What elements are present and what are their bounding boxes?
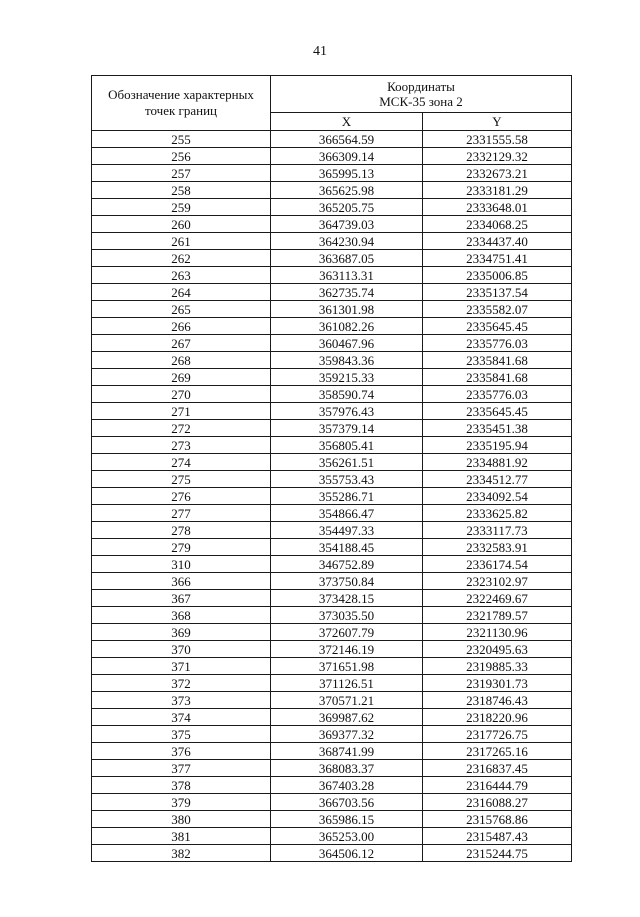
x-coordinate-cell: 368741.99 [271, 743, 423, 760]
point-number-cell: 367 [92, 590, 271, 607]
x-coordinate-cell: 366703.56 [271, 794, 423, 811]
table-row [92, 284, 572, 301]
y-coordinate-cell: 2332583.91 [423, 539, 572, 556]
x-coordinate-cell: 361301.98 [271, 301, 423, 318]
table-row [92, 165, 572, 182]
table-row [92, 301, 572, 318]
y-coordinate-cell: 2315768.86 [423, 811, 572, 828]
x-coordinate-cell: 355753.43 [271, 471, 423, 488]
point-number-cell: 373 [92, 692, 271, 709]
x-coordinate-cell: 366309.14 [271, 148, 423, 165]
y-coordinate-cell: 2335006.85 [423, 267, 572, 284]
table-row [92, 607, 572, 624]
y-coordinate-cell: 2335582.07 [423, 301, 572, 318]
coordinates-system: МСК-35 зона 2 [379, 94, 463, 110]
x-coordinate-cell: 354188.45 [271, 539, 423, 556]
coordinates-table [91, 75, 572, 862]
y-coordinate-cell: 2316444.79 [423, 777, 572, 794]
table-row [92, 522, 572, 539]
point-number-cell: 259 [92, 199, 271, 216]
table-row [92, 675, 572, 692]
point-number-cell: 372 [92, 675, 271, 692]
y-coordinate-cell: 2335137.54 [423, 284, 572, 301]
table-row [92, 488, 572, 505]
point-number-cell: 257 [92, 165, 271, 182]
coordinates-group-header [271, 76, 572, 113]
x-coordinate-cell: 365986.15 [271, 811, 423, 828]
x-coordinate-cell: 357379.14 [271, 420, 423, 437]
point-number-cell: 368 [92, 607, 271, 624]
table-row [92, 760, 572, 777]
point-number-cell: 260 [92, 216, 271, 233]
table-row [92, 199, 572, 216]
table-row [92, 471, 572, 488]
y-coordinate-cell: 2317265.16 [423, 743, 572, 760]
y-coordinate-cell: 2321130.96 [423, 624, 572, 641]
y-coordinate-cell: 2322469.67 [423, 590, 572, 607]
x-coordinate-cell: 354497.33 [271, 522, 423, 539]
table-row [92, 369, 572, 386]
point-number-cell: 267 [92, 335, 271, 352]
point-number-cell: 374 [92, 709, 271, 726]
y-coordinate-cell: 2333648.01 [423, 199, 572, 216]
point-number-cell: 256 [92, 148, 271, 165]
point-number-cell: 366 [92, 573, 271, 590]
point-number-cell: 369 [92, 624, 271, 641]
point-number-cell: 310 [92, 556, 271, 573]
y-coordinate-cell: 2323102.97 [423, 573, 572, 590]
point-number-cell: 274 [92, 454, 271, 471]
point-number-cell: 377 [92, 760, 271, 777]
x-coordinate-cell: 357976.43 [271, 403, 423, 420]
x-coordinate-cell: 368083.37 [271, 760, 423, 777]
y-coordinate-cell: 2334751.41 [423, 250, 572, 267]
x-coordinate-cell: 360467.96 [271, 335, 423, 352]
table-row [92, 845, 572, 862]
x-coordinate-cell: 371651.98 [271, 658, 423, 675]
x-coordinate-cell: 367403.28 [271, 777, 423, 794]
y-coordinate-cell: 2333117.73 [423, 522, 572, 539]
table-row [92, 403, 572, 420]
table-row [92, 318, 572, 335]
y-coordinate-cell: 2335645.45 [423, 318, 572, 335]
x-coordinate-cell: 365625.98 [271, 182, 423, 199]
y-coordinate-cell: 2333181.29 [423, 182, 572, 199]
table-row [92, 743, 572, 760]
y-coordinate-cell: 2315487.43 [423, 828, 572, 845]
table-row [92, 267, 572, 284]
point-number-cell: 378 [92, 777, 271, 794]
x-coordinate-cell: 358590.74 [271, 386, 423, 403]
table-row [92, 352, 572, 369]
y-coordinate-cell: 2334437.40 [423, 233, 572, 250]
table-row [92, 437, 572, 454]
x-coordinate-cell: 372607.79 [271, 624, 423, 641]
point-number-cell: 380 [92, 811, 271, 828]
point-number-cell: 371 [92, 658, 271, 675]
point-number-cell: 381 [92, 828, 271, 845]
y-coordinate-cell: 2334068.25 [423, 216, 572, 233]
x-coordinate-cell: 364230.94 [271, 233, 423, 250]
x-coordinate-cell: 366564.59 [271, 131, 423, 148]
table-row [92, 556, 572, 573]
table-row [92, 641, 572, 658]
point-number-cell: 278 [92, 522, 271, 539]
y-coordinate-cell: 2335645.45 [423, 403, 572, 420]
y-coordinate-cell: 2317726.75 [423, 726, 572, 743]
y-coordinate-cell: 2334512.77 [423, 471, 572, 488]
point-number-cell: 376 [92, 743, 271, 760]
table-row [92, 148, 572, 165]
x-coordinate-cell: 369377.32 [271, 726, 423, 743]
y-coordinate-cell: 2316837.45 [423, 760, 572, 777]
table-row [92, 658, 572, 675]
y-coordinate-cell: 2319301.73 [423, 675, 572, 692]
x-coordinate-cell: 370571.21 [271, 692, 423, 709]
point-number-cell: 279 [92, 539, 271, 556]
table-row [92, 777, 572, 794]
x-coordinate-cell: 369987.62 [271, 709, 423, 726]
x-coordinate-cell: 359843.36 [271, 352, 423, 369]
page-number: 41 [313, 44, 327, 59]
y-coordinate-cell: 2335451.38 [423, 420, 572, 437]
x-coordinate-cell: 346752.89 [271, 556, 423, 573]
y-coordinate-cell: 2335195.94 [423, 437, 572, 454]
y-coordinate-cell: 2336174.54 [423, 556, 572, 573]
x-coordinate-cell: 362735.74 [271, 284, 423, 301]
point-number-cell: 268 [92, 352, 271, 369]
x-coordinate-cell: 373035.50 [271, 607, 423, 624]
y-coordinate-cell: 2333625.82 [423, 505, 572, 522]
point-number-cell: 270 [92, 386, 271, 403]
table-row [92, 335, 572, 352]
coordinates-title: Координаты [387, 79, 455, 95]
table-row [92, 386, 572, 403]
x-coordinate-cell: 361082.26 [271, 318, 423, 335]
x-coordinate-cell: 355286.71 [271, 488, 423, 505]
x-coordinate-cell: 354866.47 [271, 505, 423, 522]
table-row [92, 624, 572, 641]
table-row [92, 828, 572, 845]
point-number-cell: 276 [92, 488, 271, 505]
x-coordinate-cell: 365995.13 [271, 165, 423, 182]
y-column-header: Y [423, 113, 572, 131]
y-coordinate-cell: 2320495.63 [423, 641, 572, 658]
y-coordinate-cell: 2318746.43 [423, 692, 572, 709]
y-coordinate-cell: 2332129.32 [423, 148, 572, 165]
x-coordinate-cell: 363687.05 [271, 250, 423, 267]
table-row [92, 573, 572, 590]
table-row [92, 420, 572, 437]
point-number-cell: 264 [92, 284, 271, 301]
point-number-cell: 261 [92, 233, 271, 250]
table-row [92, 454, 572, 471]
table-body [92, 131, 572, 862]
point-number-cell: 379 [92, 794, 271, 811]
table-row [92, 250, 572, 267]
point-number-cell: 265 [92, 301, 271, 318]
table-row [92, 692, 572, 709]
point-number-cell: 266 [92, 318, 271, 335]
x-coordinate-cell: 365205.75 [271, 199, 423, 216]
table-row [92, 182, 572, 199]
table-row [92, 505, 572, 522]
point-number-cell: 275 [92, 471, 271, 488]
x-coordinate-cell: 364739.03 [271, 216, 423, 233]
x-coordinate-cell: 373750.84 [271, 573, 423, 590]
x-coordinate-cell: 363113.31 [271, 267, 423, 284]
point-number-cell: 272 [92, 420, 271, 437]
x-coordinate-cell: 371126.51 [271, 675, 423, 692]
y-coordinate-cell: 2332673.21 [423, 165, 572, 182]
table-row [92, 709, 572, 726]
point-number-cell: 258 [92, 182, 271, 199]
x-coordinate-cell: 372146.19 [271, 641, 423, 658]
point-number-cell: 370 [92, 641, 271, 658]
table-row [92, 131, 572, 148]
table-row [92, 590, 572, 607]
point-number-cell: 277 [92, 505, 271, 522]
y-coordinate-cell: 2331555.58 [423, 131, 572, 148]
point-number-cell: 382 [92, 845, 271, 862]
y-coordinate-cell: 2335841.68 [423, 352, 572, 369]
y-coordinate-cell: 2316088.27 [423, 794, 572, 811]
x-coordinate-cell: 359215.33 [271, 369, 423, 386]
x-column-header: X [271, 113, 423, 131]
point-number-cell: 375 [92, 726, 271, 743]
x-coordinate-cell: 356805.41 [271, 437, 423, 454]
table-row [92, 539, 572, 556]
point-number-cell: 255 [92, 131, 271, 148]
point-number-cell: 269 [92, 369, 271, 386]
x-coordinate-cell: 356261.51 [271, 454, 423, 471]
x-coordinate-cell: 364506.12 [271, 845, 423, 862]
table-row [92, 726, 572, 743]
point-number-cell: 273 [92, 437, 271, 454]
table-row [92, 794, 572, 811]
x-coordinate-cell: 373428.15 [271, 590, 423, 607]
table-header [92, 76, 572, 131]
table-row [92, 233, 572, 250]
table-row [92, 811, 572, 828]
point-number-cell: 263 [92, 267, 271, 284]
y-coordinate-cell: 2319885.33 [423, 658, 572, 675]
y-coordinate-cell: 2335841.68 [423, 369, 572, 386]
y-coordinate-cell: 2321789.57 [423, 607, 572, 624]
y-coordinate-cell: 2315244.75 [423, 845, 572, 862]
table-row [92, 216, 572, 233]
point-label-header: Обозначение характерных точек границ [92, 76, 271, 131]
y-coordinate-cell: 2318220.96 [423, 709, 572, 726]
point-number-cell: 262 [92, 250, 271, 267]
y-coordinate-cell: 2334092.54 [423, 488, 572, 505]
point-number-cell: 271 [92, 403, 271, 420]
x-coordinate-cell: 365253.00 [271, 828, 423, 845]
y-coordinate-cell: 2334881.92 [423, 454, 572, 471]
y-coordinate-cell: 2335776.03 [423, 335, 572, 352]
y-coordinate-cell: 2335776.03 [423, 386, 572, 403]
